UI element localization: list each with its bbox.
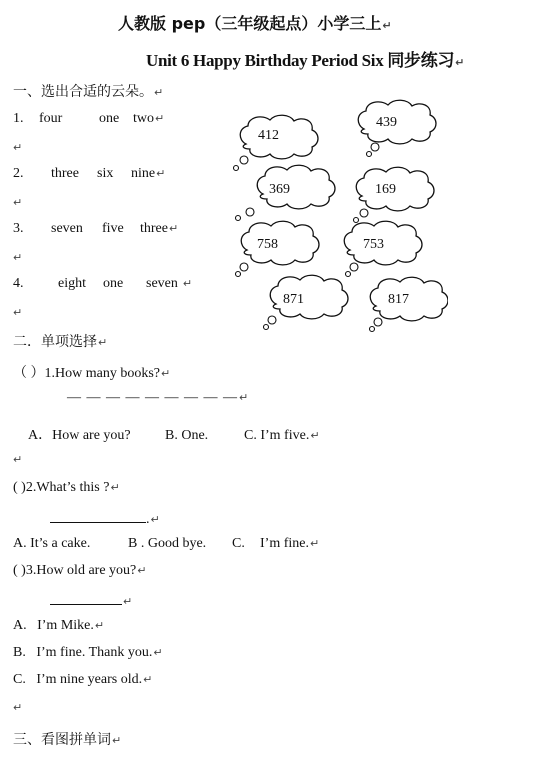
- cloud-412: [234, 115, 319, 170]
- answer-line[interactable]: .↵: [50, 508, 160, 528]
- answer-blank[interactable]: ( ): [13, 563, 26, 578]
- answer-blank[interactable]: （ ）: [13, 366, 45, 381]
- matching-item-2: 2. three six nine↵: [13, 166, 166, 181]
- svg-text:753: 753: [363, 237, 384, 252]
- question-1: （ ）1.How many books?↵: [13, 366, 171, 381]
- question-3-option-c: C. I’m nine years old.↵: [13, 672, 153, 687]
- answer-blank[interactable]: ( ): [13, 480, 26, 495]
- svg-text:369: 369: [269, 182, 290, 197]
- question-3-option-a: A. I’m Mike.↵: [13, 618, 105, 633]
- blank-line: ↵: [13, 141, 23, 154]
- blank-line: ↵: [13, 196, 23, 209]
- cloud-753: [344, 221, 422, 276]
- svg-text:169: 169: [375, 182, 396, 197]
- question-2: ( )2.What’s this ?↵: [13, 480, 120, 495]
- answer-line: — — — — — — — — —↵: [67, 390, 250, 405]
- cloud-169: [354, 167, 435, 222]
- svg-text:412: 412: [258, 128, 279, 143]
- question-1-options: A．How are you? B. One. C. I’m five.↵: [28, 428, 320, 443]
- blank-line: ↵: [13, 251, 23, 264]
- blank-line: ↵: [13, 453, 23, 466]
- cloud-817: [370, 277, 449, 331]
- matching-item-1: 1. four one two↵: [13, 111, 165, 126]
- cloud-439: [358, 100, 436, 156]
- section2-heading: 二．单项选择↵: [13, 334, 108, 350]
- matching-item-3: 3. seven five three↵: [13, 221, 179, 236]
- question-2-options: A. It’s a cake. B . Good bye. C. I’m fine.↵: [13, 536, 320, 551]
- svg-text:758: 758: [257, 237, 278, 252]
- cloud-369: [236, 165, 336, 220]
- cloud-871: [264, 275, 349, 329]
- blank-line: ↵: [13, 306, 23, 319]
- answer-line[interactable]: ↵: [50, 590, 132, 610]
- cloud-758: [236, 221, 320, 276]
- page-subtitle: Unit 6 Happy Birthday Period Six 同步练习↵: [146, 51, 465, 70]
- clouds-illustration: [228, 94, 448, 340]
- section3-heading: 三、看图拼单词↵: [13, 732, 122, 748]
- blank-line: ↵: [13, 701, 23, 714]
- section1-heading: 一、选出合适的云朵。↵: [13, 84, 164, 100]
- svg-text:817: 817: [388, 292, 409, 307]
- question-3: ( )3.How old are you?↵: [13, 563, 147, 578]
- question-3-option-b: B. I’m fine. Thank you.↵: [13, 645, 163, 660]
- matching-item-4: 4. eight one seven ↵: [13, 276, 193, 291]
- svg-text:871: 871: [283, 292, 304, 307]
- page-title: 人教版 pep（三年级起点）小学三上↵: [118, 14, 392, 33]
- svg-text:439: 439: [376, 115, 397, 130]
